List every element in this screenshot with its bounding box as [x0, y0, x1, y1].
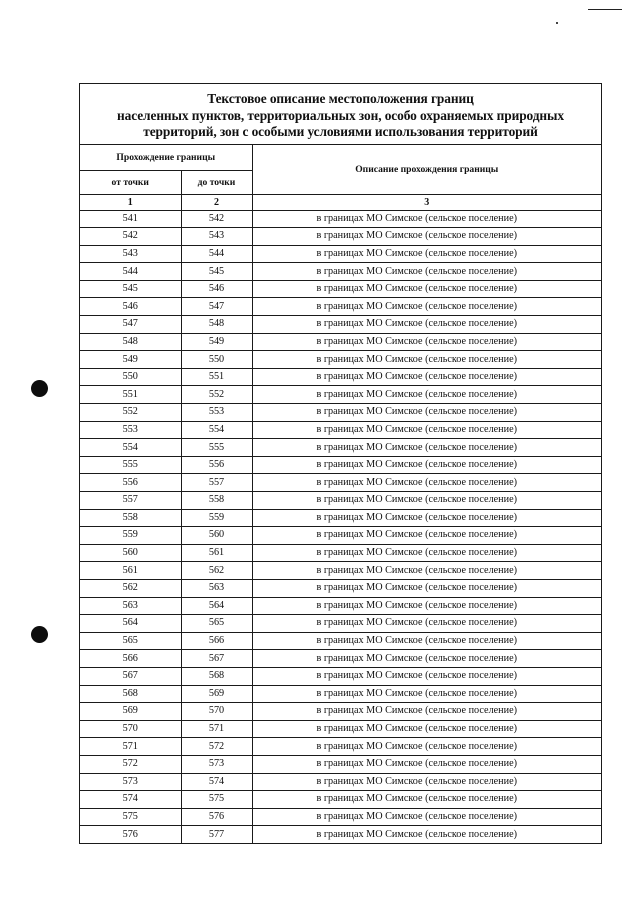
- to-point-cell: 552: [181, 386, 252, 404]
- from-point-cell: 548: [80, 333, 181, 351]
- table-row: [80, 579, 601, 597]
- description-cell: в границах МО Симское (сельское поселение): [252, 456, 601, 474]
- table-row: [80, 280, 601, 298]
- table-row: [80, 597, 601, 615]
- from-point-cell: 547: [80, 316, 181, 334]
- to-point-cell: 577: [181, 826, 252, 844]
- to-point-cell: 576: [181, 808, 252, 826]
- to-point-cell: 558: [181, 492, 252, 510]
- to-point-cell: 566: [181, 632, 252, 650]
- description-cell: в границах МО Симское (сельское поселение): [252, 509, 601, 527]
- description-cell: в границах МО Симское (сельское поселение): [252, 808, 601, 826]
- description-cell: в границах МО Симское (сельское поселение): [252, 562, 601, 580]
- table-row: [80, 808, 601, 826]
- table-row: [80, 368, 601, 386]
- to-point-cell: 555: [181, 439, 252, 457]
- table-row: [80, 773, 601, 791]
- from-point-cell: 562: [80, 579, 181, 597]
- description-cell: в границах МО Симское (сельское поселение): [252, 333, 601, 351]
- description-cell: в границах МО Симское (сельское поселение): [252, 579, 601, 597]
- table-row: [80, 720, 601, 738]
- table-row: [80, 439, 601, 457]
- boundary-description-document: [79, 83, 602, 844]
- title-line-1: Текстовое описание местоположения границ: [207, 91, 474, 106]
- table-row: [80, 755, 601, 773]
- from-point-cell: 574: [80, 791, 181, 809]
- from-point-cell: 545: [80, 280, 181, 298]
- description-cell: в границах МО Симское (сельское поселение): [252, 527, 601, 545]
- from-point-cell: 541: [80, 210, 181, 228]
- table-row: [80, 650, 601, 668]
- description-cell: в границах МО Симское (сельское поселение): [252, 245, 601, 263]
- table-row: [80, 333, 601, 351]
- from-point-cell: 570: [80, 720, 181, 738]
- header-description: Описание прохождения границы: [252, 145, 601, 194]
- from-point-cell: 555: [80, 456, 181, 474]
- to-point-cell: 564: [181, 597, 252, 615]
- to-point-cell: 575: [181, 791, 252, 809]
- description-cell: в границах МО Симское (сельское поселение): [252, 755, 601, 773]
- table-row: [80, 826, 601, 844]
- from-point-cell: 543: [80, 245, 181, 263]
- to-point-cell: 547: [181, 298, 252, 316]
- punch-hole-upper: [31, 380, 48, 397]
- to-point-cell: 569: [181, 685, 252, 703]
- from-point-cell: 567: [80, 667, 181, 685]
- to-point-cell: 554: [181, 421, 252, 439]
- description-cell: в границах МО Симское (сельское поселение): [252, 667, 601, 685]
- to-point-cell: 559: [181, 509, 252, 527]
- table-row: [80, 703, 601, 721]
- to-point-cell: 568: [181, 667, 252, 685]
- to-point-cell: 542: [181, 210, 252, 228]
- from-point-cell: 571: [80, 738, 181, 756]
- table-row: [80, 667, 601, 685]
- from-point-cell: 575: [80, 808, 181, 826]
- header-to-point: до точки: [181, 170, 252, 194]
- table-row: [80, 615, 601, 633]
- from-point-cell: 556: [80, 474, 181, 492]
- description-cell: в границах МО Симское (сельское поселение): [252, 597, 601, 615]
- description-cell: в границах МО Симское (сельское поселение): [252, 650, 601, 668]
- table-row: [80, 544, 601, 562]
- description-cell: в границах МО Симское (сельское поселение): [252, 404, 601, 422]
- to-point-cell: 567: [181, 650, 252, 668]
- title-line-2: населенных пунктов, территориальных зон, особо охраняемых природных: [117, 107, 564, 123]
- to-point-cell: 557: [181, 474, 252, 492]
- description-cell: в границах МО Симское (сельское поселение): [252, 685, 601, 703]
- from-point-cell: 561: [80, 562, 181, 580]
- to-point-cell: 563: [181, 579, 252, 597]
- description-cell: в границах МО Симское (сельское поселение): [252, 280, 601, 298]
- description-cell: в границах МО Симское (сельское поселение): [252, 439, 601, 457]
- description-cell: в границах МО Симское (сельское поселение): [252, 421, 601, 439]
- description-cell: в границах МО Симское (сельское поселение): [252, 316, 601, 334]
- column-number-2: 2: [181, 194, 252, 210]
- column-number-3: 3: [252, 194, 601, 210]
- scan-mark: [588, 9, 622, 10]
- from-point-cell: 566: [80, 650, 181, 668]
- from-point-cell: 554: [80, 439, 181, 457]
- from-point-cell: 569: [80, 703, 181, 721]
- from-point-cell: 550: [80, 368, 181, 386]
- from-point-cell: 552: [80, 404, 181, 422]
- to-point-cell: 545: [181, 263, 252, 281]
- table-row: [80, 210, 601, 228]
- description-cell: в границах МО Симское (сельское поселение): [252, 703, 601, 721]
- to-point-cell: 544: [181, 245, 252, 263]
- from-point-cell: 564: [80, 615, 181, 633]
- table-row: [80, 298, 601, 316]
- description-cell: в границах МО Симское (сельское поселение): [252, 720, 601, 738]
- table-row: [80, 245, 601, 263]
- table-row: [80, 562, 601, 580]
- scan-dot: [556, 22, 558, 24]
- from-point-cell: 549: [80, 351, 181, 369]
- from-point-cell: 551: [80, 386, 181, 404]
- table-row: [80, 421, 601, 439]
- description-cell: в границах МО Симское (сельское поселение): [252, 826, 601, 844]
- table-row: [80, 685, 601, 703]
- table-row: [80, 527, 601, 545]
- table-row: [80, 404, 601, 422]
- column-number-1: 1: [80, 194, 181, 210]
- to-point-cell: 562: [181, 562, 252, 580]
- table-row: [80, 492, 601, 510]
- description-cell: в границах МО Симское (сельское поселение): [252, 210, 601, 228]
- to-point-cell: 553: [181, 404, 252, 422]
- to-point-cell: 570: [181, 703, 252, 721]
- from-point-cell: 557: [80, 492, 181, 510]
- table-body: [80, 210, 601, 843]
- description-cell: в границах МО Симское (сельское поселение): [252, 632, 601, 650]
- document-title: [80, 84, 601, 145]
- table-row: [80, 228, 601, 246]
- to-point-cell: 571: [181, 720, 252, 738]
- to-point-cell: 551: [181, 368, 252, 386]
- boundary-table: [80, 145, 601, 843]
- to-point-cell: 550: [181, 351, 252, 369]
- to-point-cell: 561: [181, 544, 252, 562]
- description-cell: в границах МО Симское (сельское поселение): [252, 492, 601, 510]
- description-cell: в границах МО Симское (сельское поселение): [252, 228, 601, 246]
- to-point-cell: 573: [181, 755, 252, 773]
- title-line-3: территорий, зон с особыми условиями использования территорий: [143, 124, 538, 139]
- table-row: [80, 263, 601, 281]
- table-row: [80, 351, 601, 369]
- to-point-cell: 549: [181, 333, 252, 351]
- table-row: [80, 791, 601, 809]
- from-point-cell: 542: [80, 228, 181, 246]
- to-point-cell: 556: [181, 456, 252, 474]
- from-point-cell: 572: [80, 755, 181, 773]
- table-row: [80, 738, 601, 756]
- from-point-cell: 544: [80, 263, 181, 281]
- description-cell: в границах МО Симское (сельское поселение): [252, 773, 601, 791]
- description-cell: в границах МО Симское (сельское поселение): [252, 544, 601, 562]
- table-row: [80, 316, 601, 334]
- to-point-cell: 572: [181, 738, 252, 756]
- description-cell: в границах МО Симское (сельское поселение): [252, 351, 601, 369]
- description-cell: в границах МО Симское (сельское поселение): [252, 738, 601, 756]
- table-row: [80, 474, 601, 492]
- to-point-cell: 548: [181, 316, 252, 334]
- table-row: [80, 632, 601, 650]
- from-point-cell: 558: [80, 509, 181, 527]
- table-row: [80, 386, 601, 404]
- from-point-cell: 559: [80, 527, 181, 545]
- header-from-point: от точки: [80, 170, 181, 194]
- from-point-cell: 560: [80, 544, 181, 562]
- description-cell: в границах МО Симское (сельское поселение): [252, 791, 601, 809]
- from-point-cell: 568: [80, 685, 181, 703]
- from-point-cell: 553: [80, 421, 181, 439]
- description-cell: в границах МО Симское (сельское поселение): [252, 368, 601, 386]
- to-point-cell: 546: [181, 280, 252, 298]
- description-cell: в границах МО Симское (сельское поселение): [252, 263, 601, 281]
- header-boundary-passage: Прохождение границы: [80, 145, 252, 170]
- description-cell: в границах МО Симское (сельское поселение): [252, 474, 601, 492]
- from-point-cell: 573: [80, 773, 181, 791]
- from-point-cell: 576: [80, 826, 181, 844]
- to-point-cell: 565: [181, 615, 252, 633]
- description-cell: в границах МО Симское (сельское поселение): [252, 298, 601, 316]
- from-point-cell: 546: [80, 298, 181, 316]
- to-point-cell: 574: [181, 773, 252, 791]
- to-point-cell: 543: [181, 228, 252, 246]
- from-point-cell: 565: [80, 632, 181, 650]
- table-row: [80, 509, 601, 527]
- punch-hole-lower: [31, 626, 48, 643]
- description-cell: в границах МО Симское (сельское поселение): [252, 615, 601, 633]
- description-cell: в границах МО Симское (сельское поселение): [252, 386, 601, 404]
- to-point-cell: 560: [181, 527, 252, 545]
- from-point-cell: 563: [80, 597, 181, 615]
- table-row: [80, 456, 601, 474]
